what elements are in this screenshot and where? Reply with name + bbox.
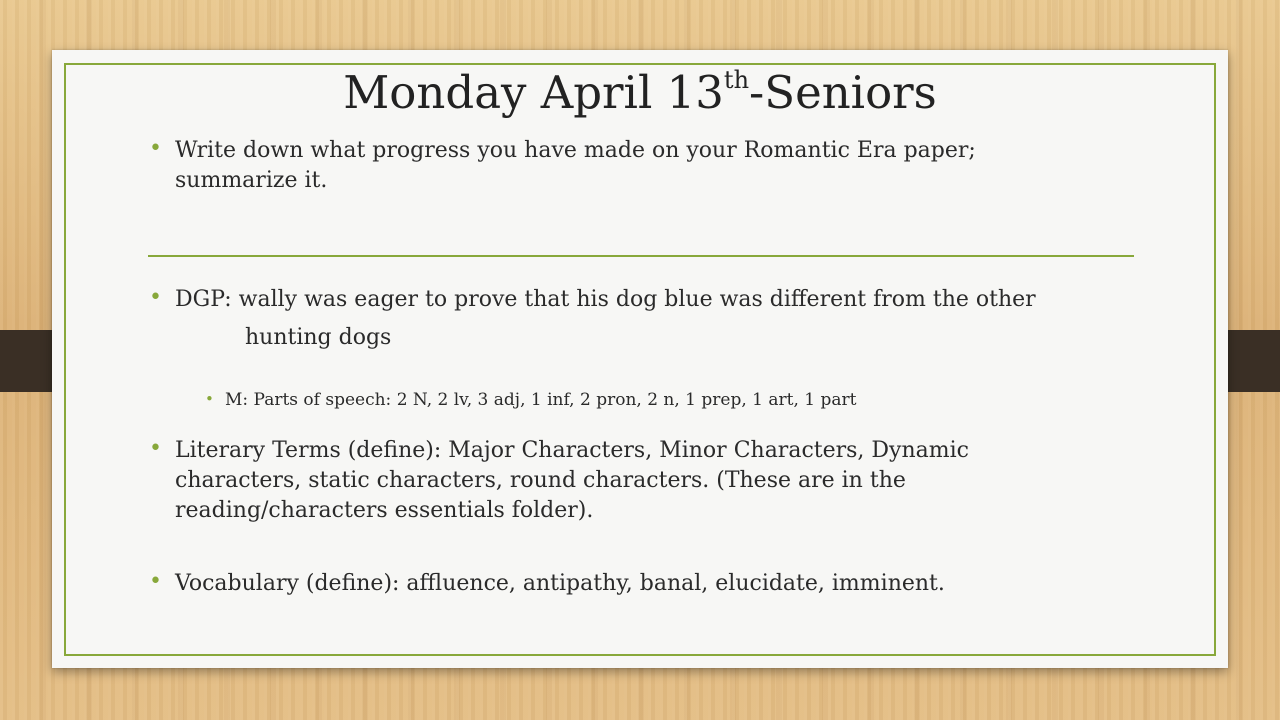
- sub-bullet-dot: •: [205, 390, 214, 408]
- bullet-dot: •: [149, 436, 162, 461]
- bullet-text: Vocabulary (define): affluence, antipathy, banal, elucidate, imminent.: [175, 571, 945, 596]
- slide-paper: [52, 50, 1228, 668]
- sub-bullet-item-parts-of-speech: [205, 389, 1125, 411]
- bullet-text-line1: DGP: wally was eager to prove that his dog blue was different from the other: [175, 287, 1036, 312]
- title-main: Monday April 13: [343, 66, 724, 119]
- sub-bullet-text: M: Parts of speech: 2 N, 2 lv, 3 adj, 1 inf, 2 pron, 2 n, 1 prep, 1 art, 1 part: [225, 390, 857, 410]
- title-rest: -Seniors: [749, 66, 937, 119]
- bullet-text: Write down what progress you have made on your Romantic Era paper; summarize it.: [175, 138, 976, 193]
- bullet-dot: •: [149, 136, 162, 161]
- title-superscript: th: [723, 66, 750, 94]
- bullet-item-progress: [149, 136, 1075, 196]
- section-divider: [148, 255, 1134, 257]
- bullet-item-vocabulary: [149, 569, 1175, 599]
- bullet-text: Literary Terms (define): Major Characters, Minor Characters, Dynamic characters, static characters, round characters. (These are in the reading/characters essentials folder).: [175, 438, 969, 523]
- bullet-dot: •: [149, 285, 162, 310]
- bullet-item-dgp: [149, 285, 1185, 353]
- bullet-item-literary-terms: [149, 436, 1065, 526]
- bullet-dot: •: [149, 569, 162, 594]
- slide-title: [52, 63, 1228, 123]
- bullet-text-line2: hunting dogs: [245, 325, 392, 350]
